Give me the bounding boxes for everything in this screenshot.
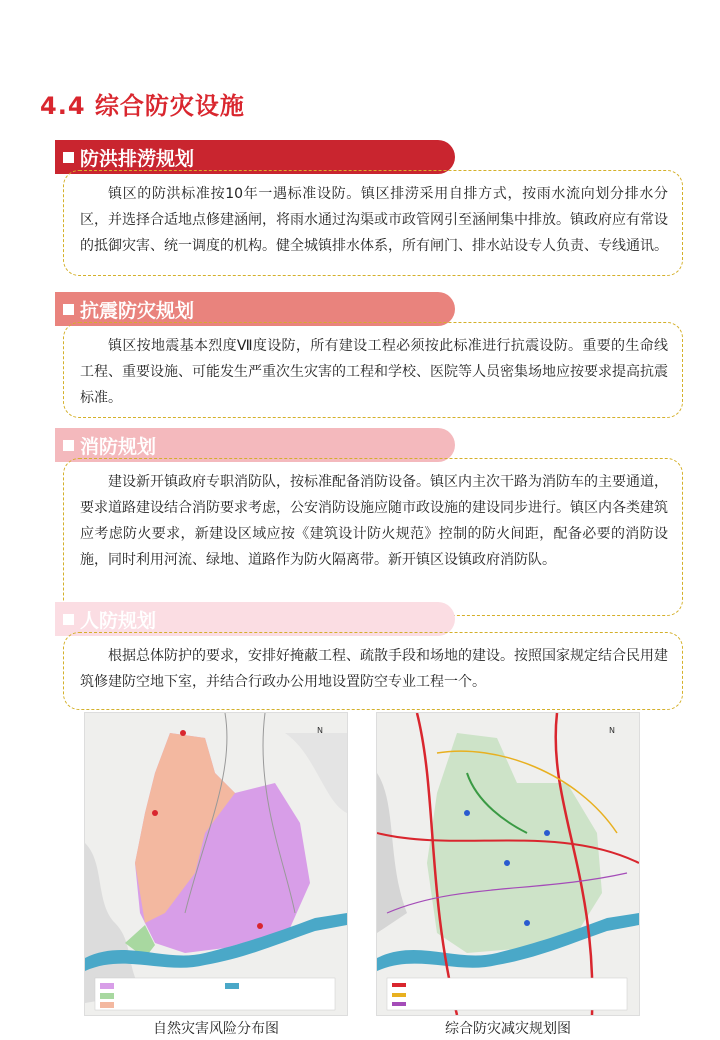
square-icon — [63, 304, 74, 315]
section-body: 根据总体防护的要求，安排好掩蔽工程、疏散手段和场地的建设。按照国家规定结合民用建筑修建防空地下室，并结合行政办公用地设置防空专业工程一个。 — [63, 632, 683, 710]
prevention-map-graphic — [377, 713, 639, 1015]
section-body: 建设新开镇政府专职消防队，按标准配备消防设备。镇区内主次干路为消防车的主要通道，要求道路建设结合消防要求考虑，公安消防设施应随市政设施的建设同步进行。镇区内各类建筑应考虑防火要求，新建设区域应按《建筑设计防火规范》控制的防火间距，配备必要的消防设施，同时利用河流、绿地、道路作为防火隔离带。新开镇区设镇政府消防队。 — [63, 458, 683, 616]
section-header-civil-defense — [55, 602, 455, 636]
section-title: 人防规划 — [80, 609, 157, 632]
section-fire — [55, 428, 685, 598]
north-arrow: N — [609, 726, 615, 735]
section-body: 镇区的防洪标准按10年一遇标准设防。镇区排涝采用自排方式，按雨水流向划分排水分区，并选择合适地点修建涵闸，将雨水通过沟渠或市政管网引至涵闸集中排放。镇政府应有常设的抵御灾害、统一调度的机构。健全城镇排水体系，所有闸门、排水站设专人负责、专线通讯。 — [63, 170, 683, 276]
section-flood — [55, 140, 685, 280]
section-title: 防洪排涝规划 — [80, 147, 195, 170]
map-caption-risk: 自然灾害风险分布图 — [153, 1021, 279, 1037]
section-title: 抗震防灾规划 — [80, 299, 195, 322]
section-body: 镇区按地震基本烈度Ⅶ度设防，所有建设工程必须按此标准进行抗震设防。重要的生命线工程、重要设施、可能发生严重次生灾害的工程和学校、医院等人员密集场地应按要求提高抗震标准。 — [63, 322, 683, 418]
north-arrow: N — [317, 726, 323, 735]
section-civil-defense — [55, 602, 685, 712]
square-icon — [63, 440, 74, 451]
map-disaster-prevention — [376, 712, 640, 1016]
square-icon — [63, 152, 74, 163]
section-earthquake — [55, 292, 685, 422]
section-title: 消防规划 — [80, 435, 157, 458]
section-header-fire — [55, 428, 455, 462]
section-header-flood — [55, 140, 455, 174]
map-risk-distribution — [84, 712, 348, 1016]
section-header-earthquake — [55, 292, 455, 326]
square-icon — [63, 614, 74, 625]
map-caption-prevention: 综合防灾减灾规划图 — [445, 1021, 571, 1037]
page-title: 4.4 综合防灾设施 — [40, 92, 245, 120]
risk-map-graphic — [85, 713, 347, 1015]
